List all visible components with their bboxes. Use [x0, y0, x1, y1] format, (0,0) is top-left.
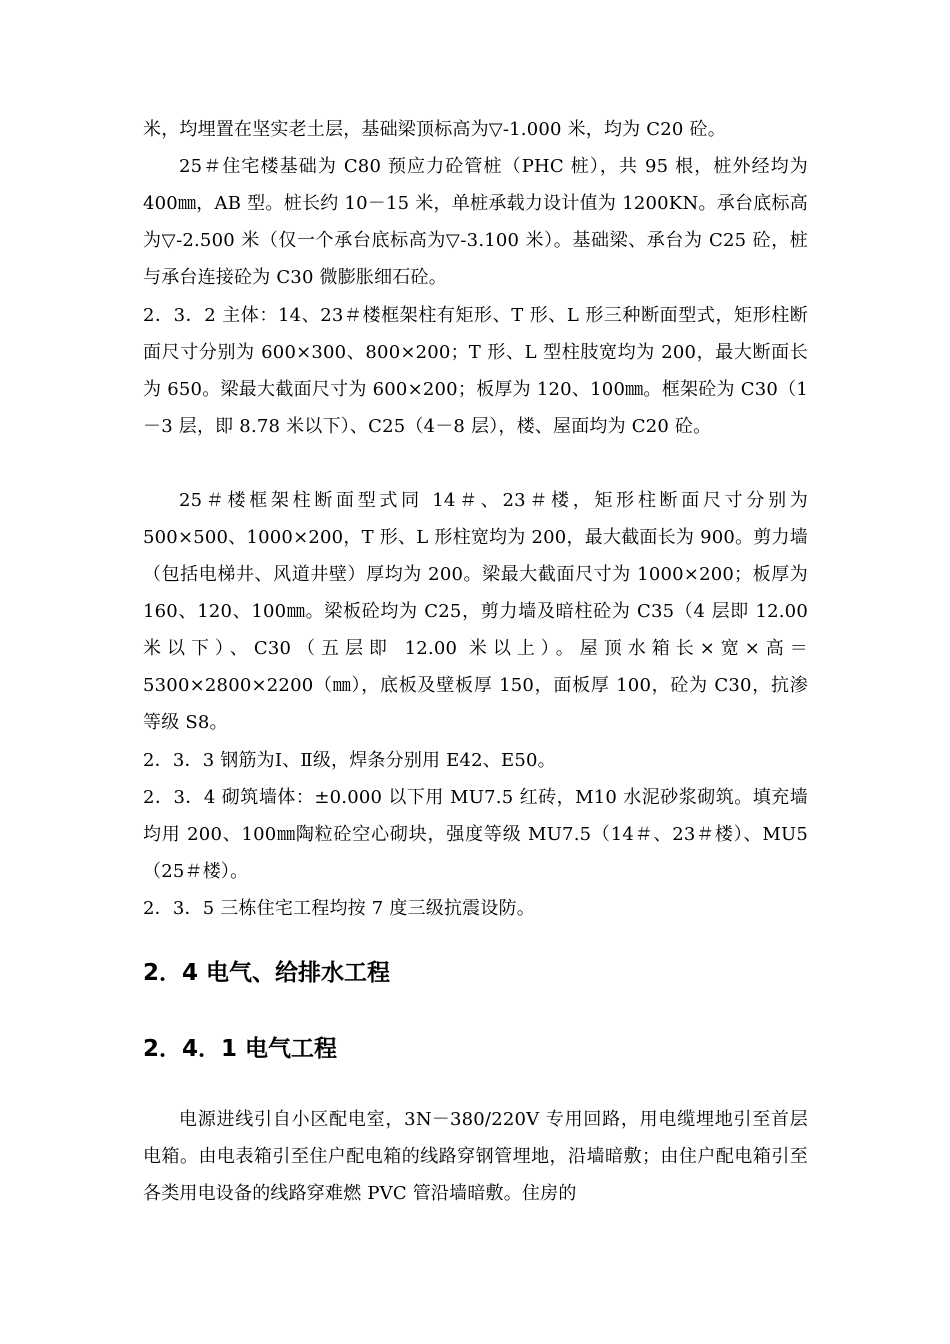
- paragraph-foundation-beam: 米，均埋置在坚实老土层，基础梁顶标高为▽-1.000 米，均为 C20 砼。: [143, 119, 726, 140]
- section-heading: 2．4 电气、给排水工程: [143, 960, 391, 986]
- paragraph-building-25-foundation: 25＃住宅楼基础为 C80 预应力砼管桩（PHC 桩），共 95 根，桩外经均为 400㎜，AB 型。桩长约 10－15 米，单桩承载力设计值为 1200KN。承台底标高为▽-2.500 米（仅一个承台底标高为▽-3.100 米）。基础梁、承台为 C25 砼，桩与承台连接砼为 C30 微膨胀细石砼。: [143, 156, 808, 288]
- paragraph-masonry: 2．3．4 砌筑墙体：±0.000 以下用 MU7.5 红砖，M10 水泥砂浆砌筑。填充墙均用 200、100㎜陶粒砼空心砌块，强度等级 MU7.5（14＃、23＃楼）、MU5（25＃楼）。: [143, 787, 808, 882]
- paragraph-seismic: 2．3．5 三栋住宅工程均按 7 度三级抗震设防。: [143, 898, 535, 919]
- subsection-heading: 2．4．1 电气工程: [143, 1036, 338, 1062]
- paragraph-rebar: 2．3．3 钢筋为Ⅰ、Ⅱ级，焊条分别用 E42、E50。: [143, 750, 556, 771]
- paragraph-main-structure: 2．3．2 主体：14、23＃楼框架柱有矩形、T 形、L 形三种断面型式，矩形柱断面尺寸分别为 600×300、800×200；T 形、L 型柱肢宽均为 200，最大断面长为 650。梁最大截面尺寸为 600×200；板厚为 120、100㎜。框架砼为 C30（1－3 层，即 8.78 米以下）、C25（4－8 层），楼、屋面均为 C20 砼。: [143, 305, 808, 437]
- paragraph-electrical: 电源进线引自小区配电室，3N－380/220V 专用回路，用电缆埋地引至首层电箱。由电表箱引至住户配电箱的线路穿钢管埋地，沿墙暗敷；由住户配电箱引至各类用电设备的线路穿难燃 PVC 管沿墙暗敷。住房的: [143, 1109, 808, 1204]
- paragraph-building-25-frame: 25＃楼框架柱断面型式同 14＃、23＃楼，矩形柱断面尺寸分别为 500×500、1000×200，T 形、L 形柱宽均为 200，最大截面长为 900。剪力墙（包括电梯井、风道井壁）厚均为 200。梁最大截面尺寸为 1000×200；板厚为 160、120、100㎜。梁板砼均为 C25，剪力墙及暗柱砼为 C35（4 层即 12.00 米以下）、C30（五层即 12.00 米以上）。屋顶水箱长×宽×高＝5300×2800×2200（㎜），底板及壁板厚 150，面板厚 100，砼为 C30，抗渗等级 S8。: [143, 490, 808, 733]
